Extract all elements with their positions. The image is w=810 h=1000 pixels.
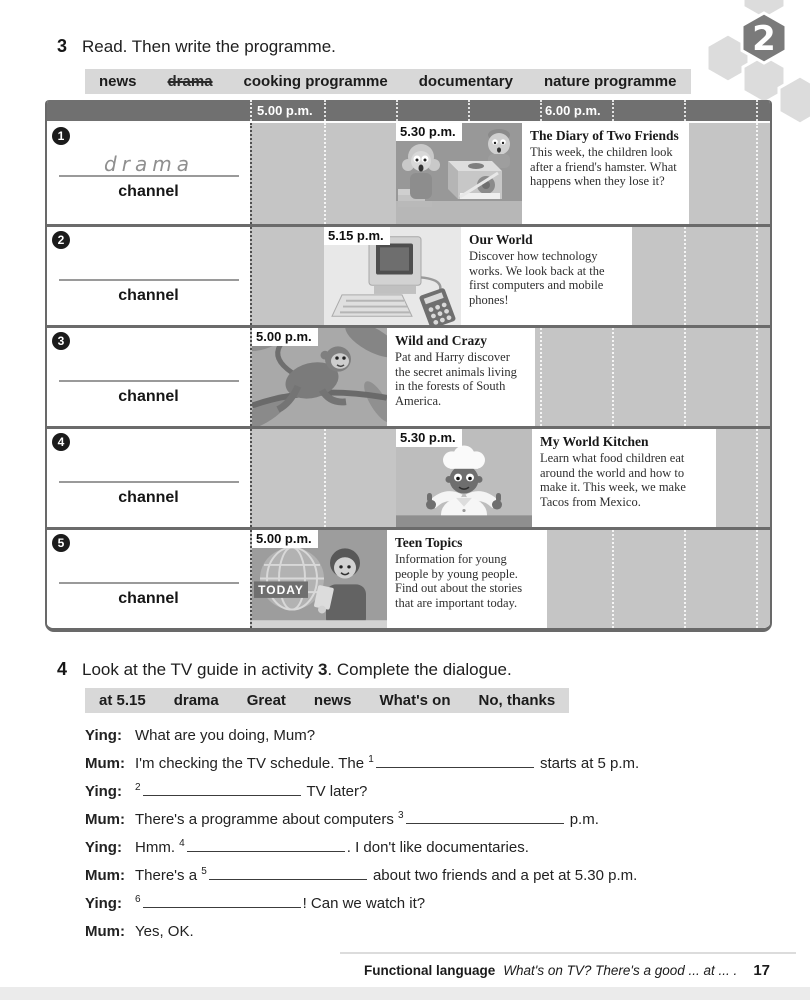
programme-info (461, 227, 632, 325)
timeline-grid-line (684, 100, 686, 121)
activity-4-header (57, 659, 512, 680)
timeline-grid-line (756, 429, 758, 527)
speaker-label: Ying: (85, 839, 122, 856)
programme-title: Wild and Crazy (395, 333, 488, 348)
dialogue-text-segment: p.m. (565, 811, 599, 828)
dialogue-text-segment: There's a programme about computers (135, 811, 398, 828)
programme-info (387, 328, 535, 426)
answer-blank[interactable] (59, 245, 239, 281)
channel-label: channel (118, 287, 179, 304)
dialogue-text (135, 811, 735, 829)
timeline-grid-line (324, 429, 326, 527)
row-number-badge: 3 (52, 332, 70, 350)
channel-cell (47, 429, 250, 527)
channel-label: channel (118, 183, 179, 200)
timeline-grid-line (756, 328, 758, 426)
programme-image (396, 123, 522, 224)
word-bank-item: cooking programme (243, 73, 388, 90)
programme-block (252, 530, 547, 628)
speaker-label: Ying: (85, 783, 122, 800)
activity-4-title-text: Look at the TV guide in activity (82, 660, 318, 679)
answer-blank[interactable] (59, 548, 239, 584)
timeline-cell (250, 123, 770, 224)
tv-guide-row-4 (47, 426, 770, 527)
timeline-cell (250, 328, 770, 426)
timeline-grid-line (756, 100, 758, 121)
activity-4-title (82, 660, 512, 680)
fill-in-blank-4[interactable] (187, 839, 345, 852)
fill-in-blank-2[interactable] (143, 783, 301, 796)
activity-4-title-text: . Complete the dialogue. (327, 660, 512, 679)
dialogue-text-segment: ! Can we watch it? (302, 895, 426, 912)
channel-label: channel (118, 388, 179, 405)
word-bank-item: drama (173, 692, 219, 709)
activity-3-word-bank (85, 69, 691, 94)
tv-guide-row-2 (47, 224, 770, 325)
blank-number: 2 (135, 782, 141, 793)
dialogue (85, 727, 735, 951)
fill-in-blank-5[interactable] (209, 867, 367, 880)
tv-guide-row-3 (47, 325, 770, 426)
programme-title: The Diary of Two Friends (530, 128, 679, 143)
handwritten-answer: drama (104, 152, 194, 176)
timeline-grid-line (612, 328, 614, 426)
time-label-6pm: 6.00 p.m. (545, 103, 601, 118)
word-bank-item: at 5.15 (99, 692, 146, 709)
programme-block (396, 123, 689, 224)
dialogue-text-segment: . I don't like documentaries. (346, 839, 529, 856)
dialogue-text (135, 923, 735, 941)
programme-title: My World Kitchen (540, 434, 649, 449)
programme-title: Teen Topics (395, 535, 463, 550)
dialogue-line (85, 783, 735, 801)
page-footer (364, 962, 770, 979)
programme-image (396, 429, 532, 527)
programme-info (532, 429, 716, 527)
speaker-label: Ying: (85, 727, 122, 744)
fill-in-blank-1[interactable] (376, 755, 534, 768)
dialogue-line (85, 727, 735, 745)
fill-in-blank-3[interactable] (406, 811, 564, 824)
programme-description: This week, the children look after a friend's hamster. What happens when they lose it? (530, 145, 677, 188)
dialogue-line (85, 811, 735, 829)
channel-label: channel (118, 489, 179, 506)
blank-number: 5 (201, 866, 207, 877)
channel-cell (47, 530, 250, 628)
dialogue-text-segment: There's a (135, 867, 202, 884)
dialogue-text-segment: Hmm. (135, 839, 180, 856)
timeline-grid-line (756, 227, 758, 325)
programme-description: Information for young people by young people. Find out about the stories that are important today. (395, 552, 523, 610)
programme-description: Discover how technology works. We look back at the first computers and mobile phones! (469, 249, 605, 307)
timeline-grid-line (468, 100, 470, 121)
timeline-grid-line (324, 100, 326, 121)
timeline-grid-line (396, 100, 398, 121)
timeline-grid-line (684, 530, 686, 628)
dialogue-text-segment: TV later? (302, 783, 368, 800)
footer-phrase: What's on TV? There's a good ... at ... . (503, 963, 738, 978)
timeline-grid-line (540, 328, 542, 426)
programme-time-tag: 5.00 p.m. (252, 328, 318, 346)
today-label: TODAY (258, 583, 304, 597)
page-number: 17 (753, 962, 770, 979)
dialogue-text-segment: Yes, OK. (135, 923, 194, 940)
speaker-label: Mum: (85, 923, 125, 940)
activity-3-header (57, 36, 336, 57)
word-bank-item: news (313, 692, 352, 709)
timeline-grid-line (756, 530, 758, 628)
page-bottom-edge (0, 987, 810, 1000)
word-bank-item: No, thanks (478, 692, 556, 709)
dialogue-text (135, 867, 735, 885)
programme-info (387, 530, 547, 628)
programme-image (252, 530, 387, 628)
speaker-label: Mum: (85, 755, 125, 772)
answer-blank[interactable] (59, 346, 239, 382)
programme-description: Pat and Harry discover the secret animals living in the forests of South America. (395, 350, 517, 408)
activity-3-title: Read. Then write the programme. (82, 37, 336, 56)
programme-block (252, 328, 535, 426)
dialogue-line (85, 755, 735, 773)
timeline-grid-line (756, 123, 758, 224)
speaker-label: Mum: (85, 867, 125, 884)
timeline-grid-line (324, 123, 326, 224)
programme-image (252, 328, 387, 426)
programme-block (396, 429, 716, 527)
programme-time-tag: 5.30 p.m. (396, 123, 462, 141)
dialogue-text (135, 755, 735, 773)
programme-block (324, 227, 632, 325)
activity-3-number: 3 (57, 36, 68, 56)
timeline-grid-line (540, 100, 542, 121)
tv-guide-row-5 (47, 527, 770, 628)
dialogue-line (85, 839, 735, 857)
word-bank-item: What's on (379, 692, 451, 709)
answer-blank[interactable] (59, 141, 239, 177)
row-number-badge: 4 (52, 433, 70, 451)
programme-description: Learn what food children eat around the world and how to make it. This week, we make Tacos from Mexico. (540, 451, 686, 509)
blank-number: 4 (179, 838, 185, 849)
timeline-cell (250, 530, 770, 628)
tv-guide-header (47, 100, 770, 123)
word-bank-item-crossed-out: drama (167, 73, 213, 90)
programme-info (522, 123, 689, 224)
programme-image (324, 227, 461, 325)
activity-4-number: 4 (57, 659, 68, 679)
unit-number: 2 (752, 19, 776, 59)
programme-title: Our World (469, 232, 533, 247)
footer-section-label: Functional language (364, 963, 496, 978)
dialogue-text-segment: starts at 5 p.m. (535, 755, 640, 772)
timeline-grid-line (612, 530, 614, 628)
timeline-cell (250, 227, 770, 325)
dialogue-text (135, 783, 735, 801)
speaker-label: Mum: (85, 811, 125, 828)
programme-time-tag: 5.00 p.m. (252, 530, 318, 548)
dialogue-line (85, 923, 735, 941)
timeline-grid-line (612, 100, 614, 121)
tv-guide-header-timeline (250, 100, 770, 121)
tv-guide-header-spacer (47, 100, 250, 121)
activity-4-word-bank (85, 688, 569, 713)
blank-number: 1 (368, 754, 374, 765)
word-bank-item: news (99, 73, 137, 90)
speaker-label: Ying: (85, 895, 122, 912)
answer-blank[interactable] (59, 447, 239, 483)
tv-guide-row-1 (47, 123, 770, 224)
channel-label: channel (118, 590, 179, 607)
programme-time-tag: 5.15 p.m. (324, 227, 390, 245)
timeline-grid-line (684, 227, 686, 325)
dialogue-text-segment: I'm checking the TV schedule. The (135, 755, 369, 772)
dialogue-text (135, 727, 735, 745)
time-label-5pm: 5.00 p.m. (257, 103, 313, 118)
blank-number: 6 (135, 894, 141, 905)
dialogue-line (85, 867, 735, 885)
word-bank-item: nature programme (543, 73, 677, 90)
dialogue-text-segment: What are you doing, Mum? (135, 727, 316, 744)
row-number-badge: 2 (52, 231, 70, 249)
timeline-grid-line (684, 328, 686, 426)
dialogue-text-segment: about two friends and a pet at 5.30 p.m. (368, 867, 638, 884)
row-number-badge: 1 (52, 127, 70, 145)
activity-4-title-ref: 3 (317, 660, 328, 679)
fill-in-blank-6[interactable] (143, 895, 301, 908)
footer-divider (340, 952, 796, 954)
dialogue-text (135, 895, 735, 913)
word-bank-item: documentary (418, 73, 513, 90)
tv-guide-table (45, 100, 772, 632)
blank-number: 3 (397, 810, 404, 821)
timeline-cell (250, 429, 770, 527)
channel-cell (47, 328, 250, 426)
channel-cell (47, 123, 250, 224)
programme-time-tag: 5.30 p.m. (396, 429, 462, 447)
row-number-badge: 5 (52, 534, 70, 552)
dialogue-line (85, 895, 735, 913)
word-bank-item: Great (246, 692, 286, 709)
dialogue-text (135, 839, 735, 857)
channel-cell (47, 227, 250, 325)
